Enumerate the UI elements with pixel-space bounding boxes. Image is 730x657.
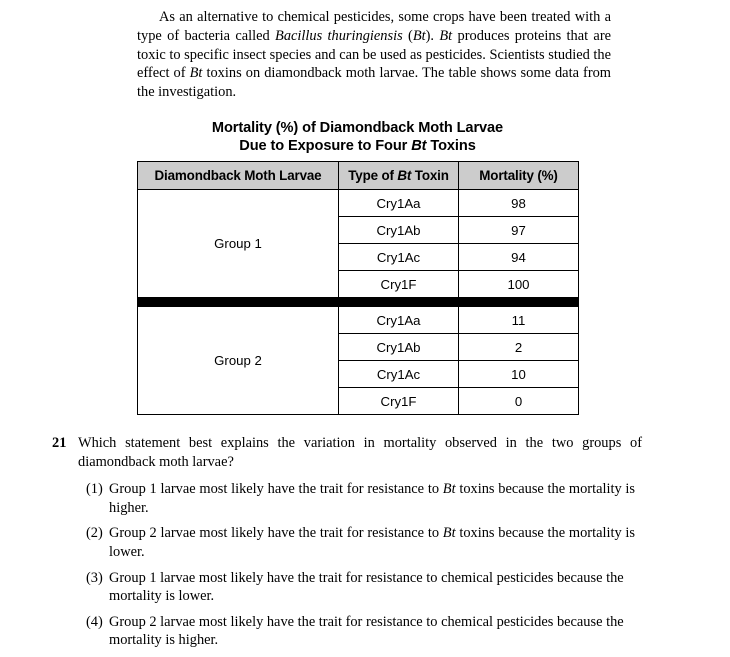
answer-choice-text-pre-4: Group 2 larvae most likely have the trait for resistance to chemical pesticides because the mortality is higher. (109, 613, 624, 649)
table-group-divider (138, 298, 579, 307)
answer-choice-4[interactable] (86, 613, 635, 650)
table-row (138, 190, 579, 217)
question-row (52, 434, 642, 471)
toxin-cell: Cry1Ab (339, 334, 459, 361)
passage-segment-8: toxins on diamondback moth larvae. The table shows some data from the investigation. (137, 65, 611, 101)
passage-segment-3: Bt (412, 27, 426, 44)
column-header-toxin-post: Toxin (411, 168, 449, 183)
table-header-row (138, 162, 579, 190)
question-number: 21 (52, 435, 67, 451)
answer-choice-1[interactable] (86, 480, 635, 517)
passage-segment-0: As an alternative to chemical pesticides, some crops have been treated with a type of bacteria called (137, 9, 611, 44)
answer-choice-text-pre-1: Group 1 larvae most likely have the trait for resistance to (109, 481, 443, 498)
mortality-cell: 94 (459, 244, 579, 271)
table-row (138, 307, 579, 334)
toxin-cell: Cry1Aa (339, 307, 459, 334)
answer-choice-3[interactable] (86, 569, 635, 606)
answer-choice-text-2 (109, 524, 635, 561)
mortality-table-container (137, 161, 578, 415)
toxin-cell: Cry1F (339, 388, 459, 415)
table-title-line-2-pre: Due to Exposure to Four (239, 138, 412, 154)
mortality-cell: 11 (459, 307, 579, 334)
passage-segment-7: Bt (189, 65, 203, 82)
column-header-toxin-pre: Type of (348, 168, 398, 183)
answer-choice-label-4: (4) (86, 613, 103, 630)
table-title-line-2 (137, 137, 578, 155)
passage-segment-5: Bt (439, 27, 453, 44)
answer-choice-text-italic-1: Bt (442, 481, 456, 498)
passage-segment-6: produces proteins that are toxic to specific insect species and can be used as pesticides. Scientists studied the effect of (137, 27, 611, 82)
toxin-cell: Cry1Ac (339, 244, 459, 271)
mortality-cell: 2 (459, 334, 579, 361)
passage-segment-1: Bacillus thuringiensis (275, 27, 403, 44)
column-header-toxin-type (339, 162, 459, 190)
answer-choice-text-4 (109, 613, 635, 650)
table-title (137, 119, 578, 155)
mortality-cell: 100 (459, 271, 579, 298)
passage-paragraph (137, 8, 611, 102)
toxin-cell: Cry1Ac (339, 361, 459, 388)
answer-choice-2[interactable] (86, 524, 635, 561)
group-label-cell: Group 2 (138, 307, 339, 415)
answer-choice-text-pre-3: Group 1 larvae most likely have the trait for resistance to chemical pesticides because the mortality is lower. (109, 569, 624, 605)
table-body (138, 190, 579, 415)
answer-choice-text-italic-2: Bt (442, 525, 456, 542)
passage-block (137, 8, 611, 102)
answer-choice-text-pre-2: Group 2 larvae most likely have the trait for resistance to (109, 525, 443, 542)
group-label-cell: Group 1 (138, 190, 339, 298)
table-title-line-2-italic: Bt (411, 138, 427, 154)
mortality-cell: 98 (459, 190, 579, 217)
answer-choice-label-2: (2) (86, 525, 103, 542)
toxin-cell: Cry1Aa (339, 190, 459, 217)
passage-segment-2: ( (402, 27, 413, 44)
answer-choice-label-1: (1) (86, 481, 103, 498)
toxin-cell: Cry1Ab (339, 217, 459, 244)
answer-choices (52, 480, 642, 650)
toxin-cell: Cry1F (339, 271, 459, 298)
table-group-divider-bar (138, 298, 579, 307)
answer-choice-text-post-1: toxins because the mortality is higher. (109, 481, 635, 516)
table-title-line-2-post: Toxins (426, 138, 476, 154)
mortality-table (137, 161, 579, 415)
question-text: Which statement best explains the variation in mortality observed in the two groups of diamondback moth larvae? (78, 435, 642, 470)
answer-choice-text-3 (109, 569, 635, 606)
question-block (52, 434, 642, 657)
mortality-cell: 0 (459, 388, 579, 415)
column-header-larvae: Diamondback Moth Larvae (138, 162, 339, 190)
answer-choice-label-3: (3) (86, 569, 103, 586)
answer-choice-text-1 (109, 480, 635, 517)
mortality-cell: 10 (459, 361, 579, 388)
table-title-line-1: Mortality (%) of Diamondback Moth Larvae (211, 120, 504, 136)
passage-segment-4: ). (425, 27, 440, 44)
column-header-mortality: Mortality (%) (459, 162, 579, 190)
answer-choice-text-post-2: toxins because the mortality is lower. (109, 525, 635, 560)
column-header-toxin-italic: Bt (397, 168, 412, 183)
mortality-cell: 97 (459, 217, 579, 244)
